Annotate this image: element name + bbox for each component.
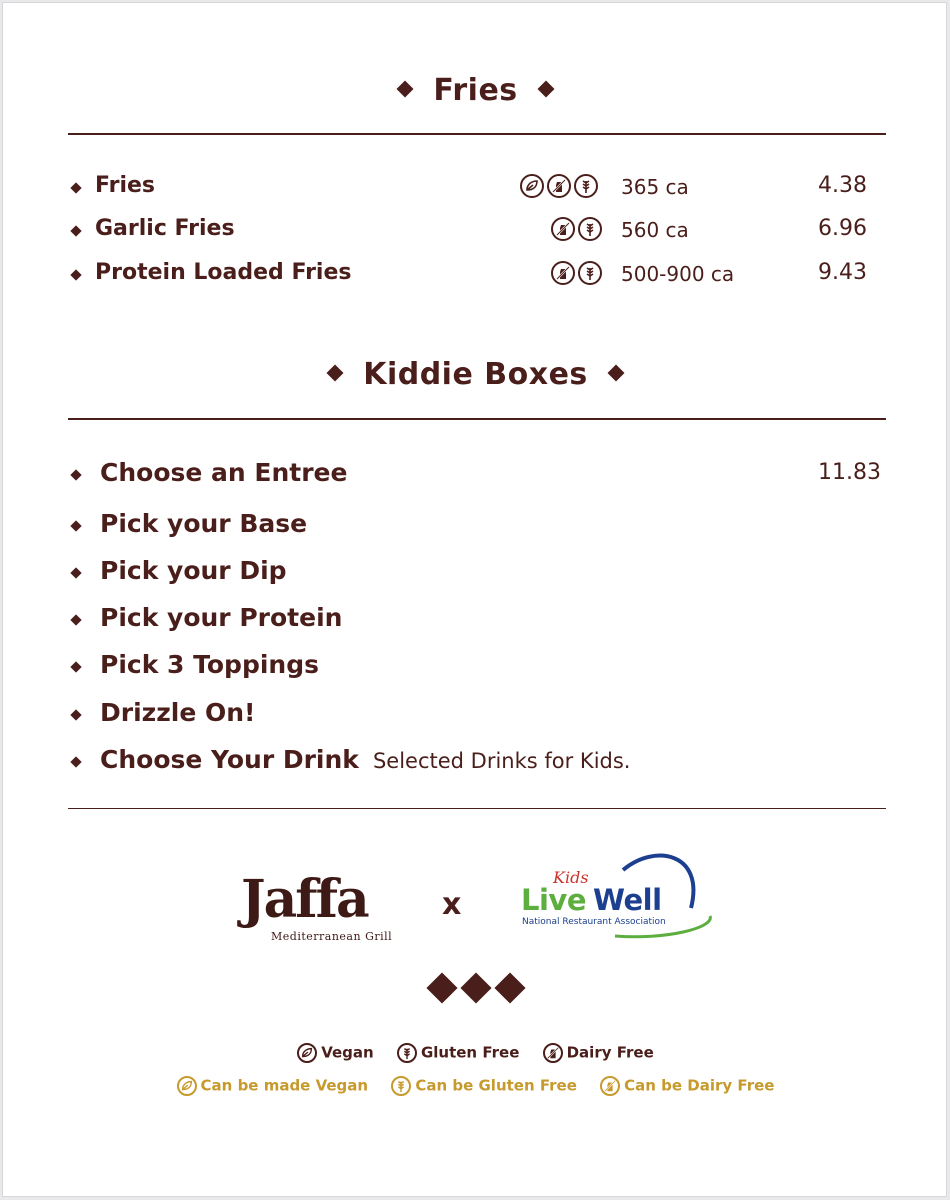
legend-gluten-free: Gluten Free <box>397 1043 519 1063</box>
gluten-free-icon <box>578 261 602 285</box>
diamond-icon <box>460 972 491 1003</box>
item-price: 9.43 <box>818 260 867 285</box>
diamond-icon <box>327 364 344 381</box>
item-name: Fries <box>95 173 156 198</box>
kiddie-step-entree <box>68 458 886 492</box>
section-divider <box>68 418 886 420</box>
diamond-icon <box>426 972 457 1003</box>
legend-can-vegan: Can be made Vegan <box>177 1076 369 1096</box>
bullet-diamond-icon <box>70 709 81 720</box>
bullet-diamond-icon <box>70 661 81 672</box>
dairy-free-icon <box>543 1043 563 1063</box>
bullet-diamond-icon <box>70 225 81 236</box>
step-note: Selected Drinks for Kids. <box>372 749 631 773</box>
step-label: Pick your Protein <box>100 603 343 632</box>
legend-vegan: Vegan <box>297 1043 374 1063</box>
step-label: Choose Your Drink Selected Drinks for Kids. <box>100 745 631 774</box>
bullet-diamond-icon <box>70 269 81 280</box>
decorative-diamonds <box>3 977 948 1003</box>
item-calories: 500-900 ca <box>621 262 735 286</box>
step-label: Pick your Base <box>100 509 308 538</box>
bullet-diamond-icon <box>70 756 81 767</box>
menu-item-protein-loaded-fries <box>68 260 886 290</box>
section-divider <box>68 808 886 809</box>
dairy-free-icon <box>600 1076 620 1096</box>
jaffa-logo: Jaffa Mediterranean Grill <box>241 869 393 943</box>
diamond-icon <box>537 80 554 97</box>
partnership-x: x <box>442 887 462 922</box>
diamond-icon <box>494 972 525 1003</box>
diet-legend <box>3 1043 948 1063</box>
vegan-icon <box>297 1043 317 1063</box>
menu-page <box>2 2 947 1197</box>
kiddie-section-title: Kiddie Boxes <box>3 357 948 392</box>
step-label: Drizzle On! <box>100 698 256 727</box>
step-label: Choose an Entree <box>100 458 348 487</box>
legend-can-dairy-free: Can be Dairy Free <box>600 1076 774 1096</box>
kids-livewell-logo: Kids Live Well National Restaurant Association <box>515 848 725 943</box>
diet-legend-optional <box>3 1076 948 1096</box>
item-name: Protein Loaded Fries <box>95 260 352 285</box>
kiddie-step-dip <box>68 556 886 590</box>
fries-section-title: Fries <box>3 73 948 108</box>
bullet-diamond-icon <box>70 182 81 193</box>
step-label: Pick your Dip <box>100 556 287 585</box>
dairy-free-icon <box>551 261 575 285</box>
bullet-diamond-icon <box>70 469 81 480</box>
kiddie-step-drizzle <box>68 698 886 732</box>
gluten-free-icon <box>397 1043 417 1063</box>
kiddie-step-toppings <box>68 650 886 684</box>
kiddie-step-drink <box>68 745 886 779</box>
diamond-icon <box>397 80 414 97</box>
item-price: 4.38 <box>818 173 867 198</box>
bullet-diamond-icon <box>70 567 81 578</box>
kiddie-step-protein <box>68 603 886 637</box>
step-label: Pick 3 Toppings <box>100 650 319 679</box>
item-price: 6.96 <box>818 216 867 241</box>
legend-dairy-free: Dairy Free <box>543 1043 654 1063</box>
bullet-diamond-icon <box>70 614 81 625</box>
item-calories: 365 ca <box>621 175 689 199</box>
vegan-icon <box>520 174 544 198</box>
dairy-free-icon <box>547 174 571 198</box>
item-calories: 560 ca <box>621 218 689 242</box>
bullet-diamond-icon <box>70 520 81 531</box>
diet-icons <box>551 261 605 287</box>
kiddie-price: 11.83 <box>818 460 881 485</box>
gluten-free-icon <box>574 174 598 198</box>
dairy-free-icon <box>551 217 575 241</box>
legend-can-gluten-free: Can be Gluten Free <box>391 1076 577 1096</box>
section-divider <box>68 133 886 135</box>
diet-icons <box>520 174 601 200</box>
gluten-free-icon <box>391 1076 411 1096</box>
item-name: Garlic Fries <box>95 216 235 241</box>
kiddie-step-base <box>68 509 886 543</box>
diet-icons <box>551 217 605 243</box>
gluten-free-icon <box>578 217 602 241</box>
diamond-icon <box>607 364 624 381</box>
vegan-icon <box>177 1076 197 1096</box>
menu-item-fries <box>68 173 886 203</box>
menu-item-garlic-fries <box>68 216 886 246</box>
